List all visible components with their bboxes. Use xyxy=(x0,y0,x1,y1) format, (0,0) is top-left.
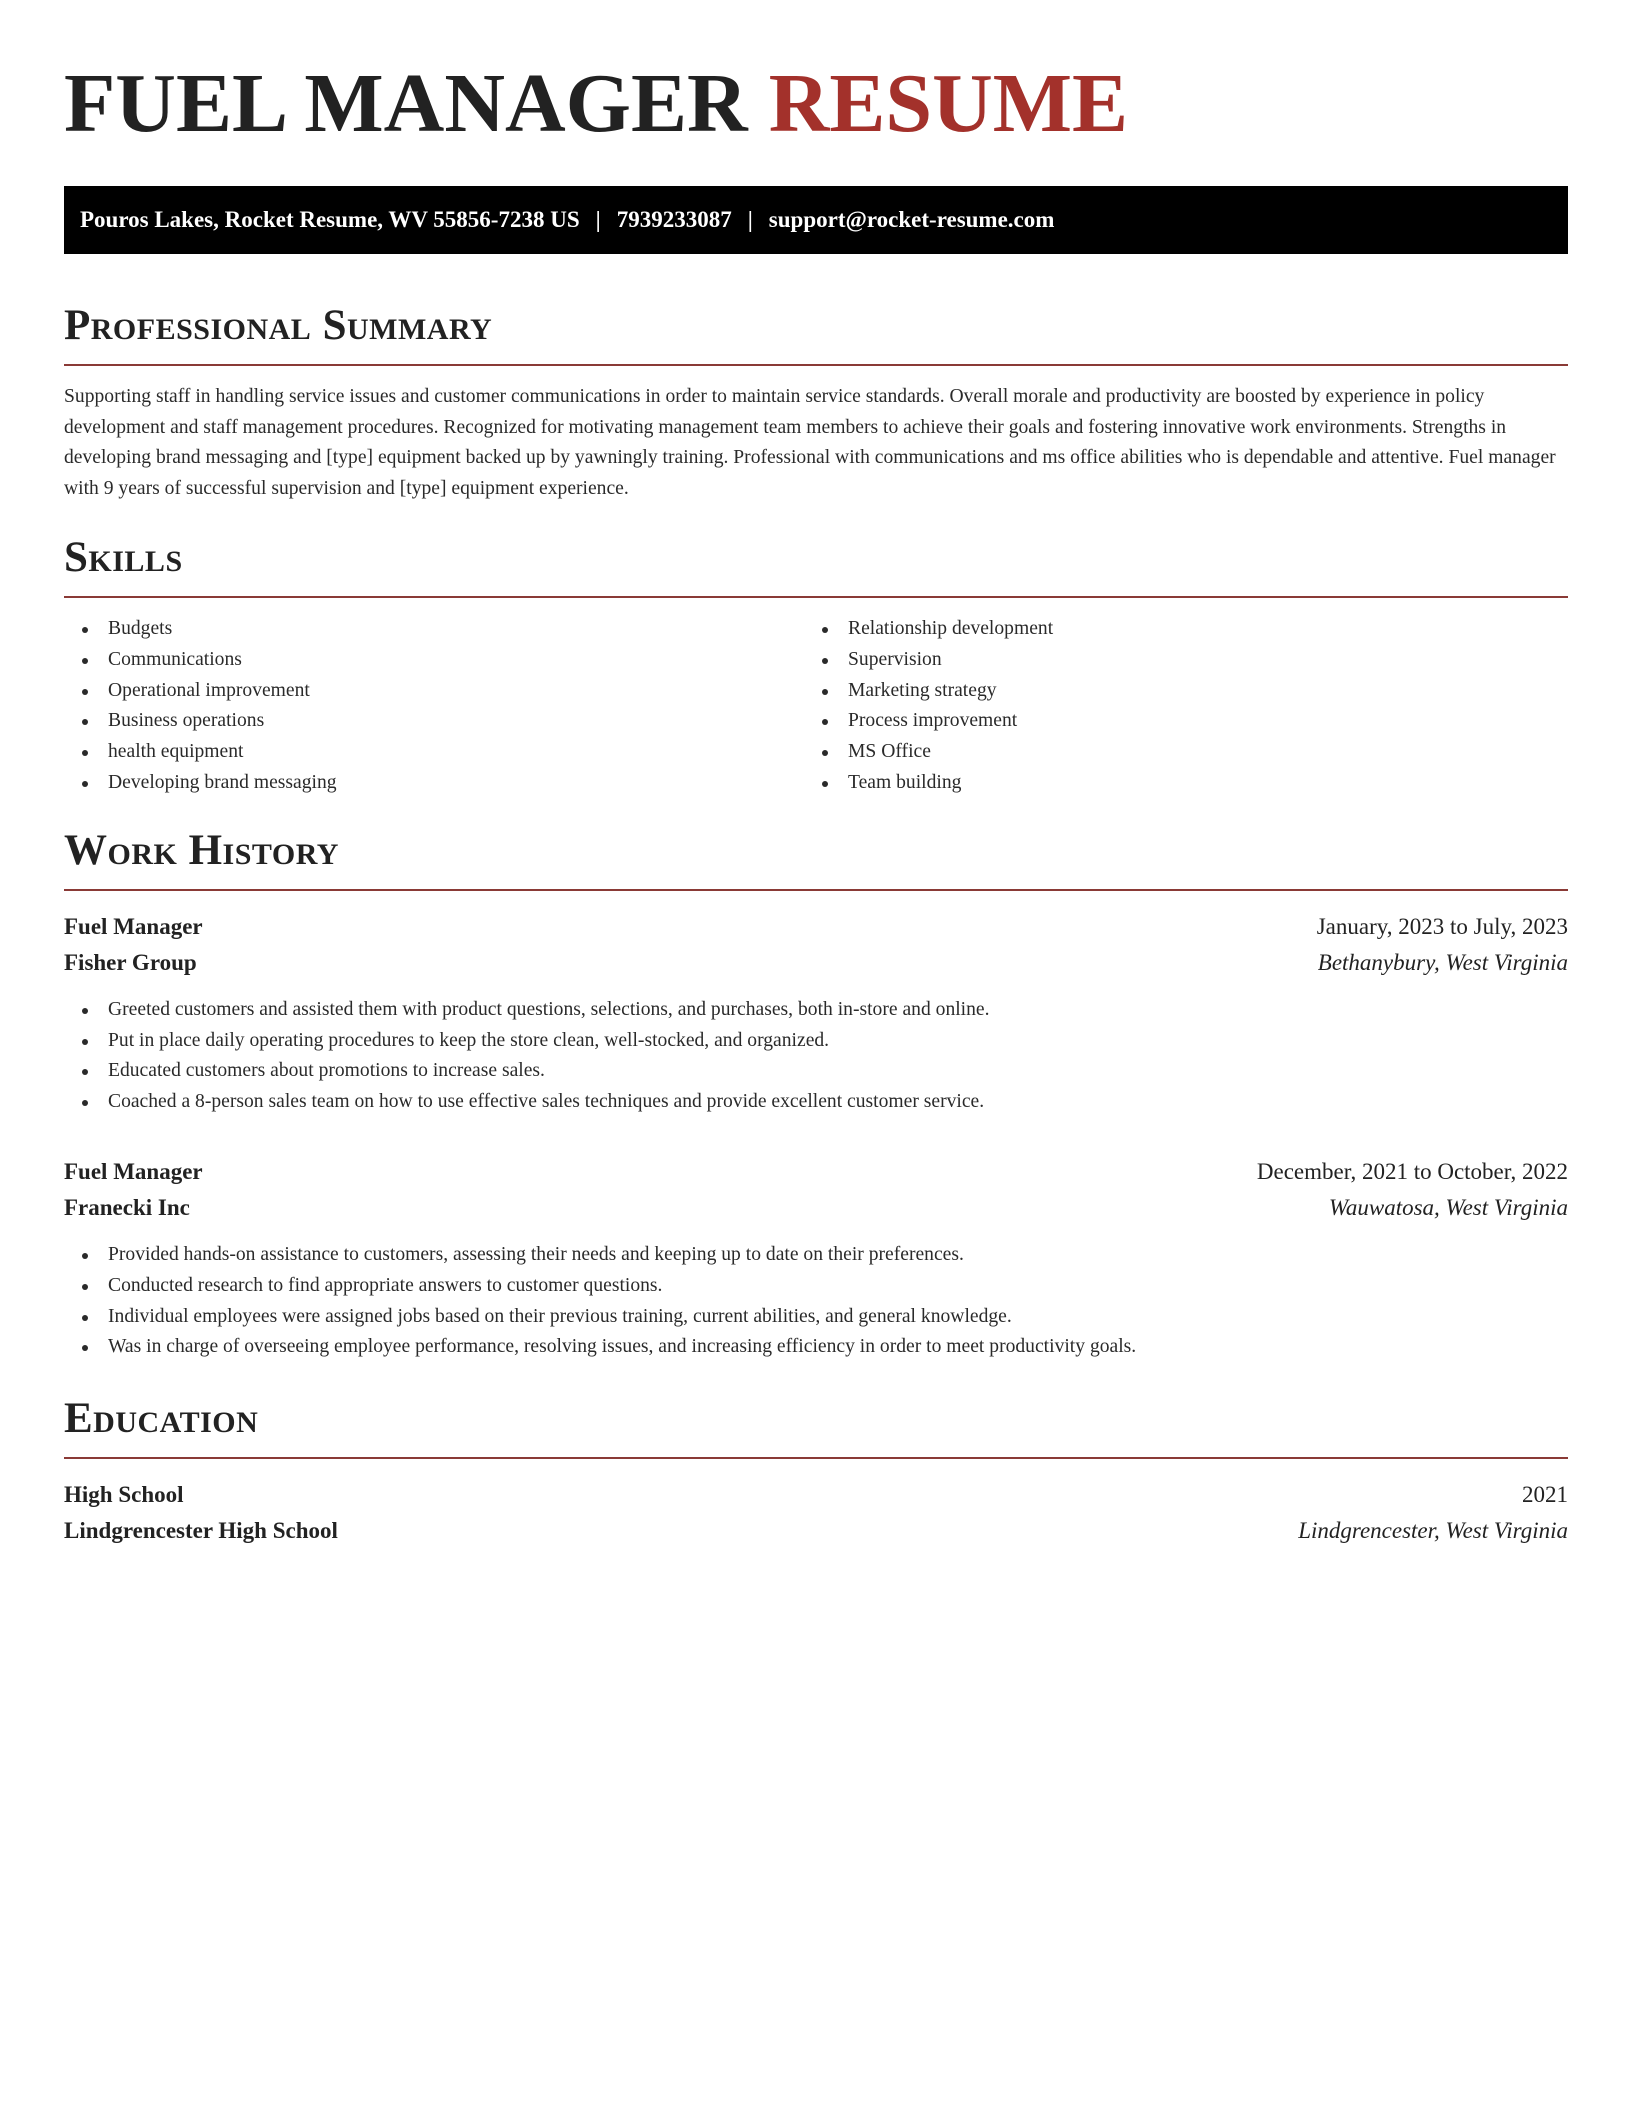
job-location: Wauwatosa, West Virginia xyxy=(1328,1194,1568,1220)
work-history-section xyxy=(64,825,1568,1363)
job-bullet: Put in place daily operating procedures to keep the store clean, well-stocked, and organized. xyxy=(108,1026,1568,1057)
title-accent: RESUME xyxy=(768,57,1129,150)
contact-separator: | xyxy=(595,207,601,232)
job-bullet: Coached a 8-person sales team on how to use effective sales techniques and provide excellent customer service. xyxy=(108,1087,1568,1118)
job-company: Fisher Group xyxy=(64,949,197,975)
work-history-heading: Work History xyxy=(64,825,1568,891)
education-school: Lindgrencester High School xyxy=(64,1518,338,1544)
skill-item: Business operations xyxy=(108,706,804,737)
education-entry xyxy=(64,1477,1568,1549)
contact-bar xyxy=(64,186,1568,254)
education-degree: High School xyxy=(64,1482,184,1508)
job-company: Franecki Inc xyxy=(64,1194,190,1220)
summary-section xyxy=(64,300,1568,504)
contact-phone: 7939233087 xyxy=(616,207,732,232)
education-year: 2021 xyxy=(1522,1482,1568,1508)
job-bullets xyxy=(64,1240,1568,1363)
job-entry xyxy=(64,1154,1568,1363)
skill-item: Budgets xyxy=(108,614,804,645)
job-bullet: Provided hands-on assistance to customers, assessing their needs and keeping up to date on their preferences. xyxy=(108,1240,1568,1271)
job-bullet: Educated customers about promotions to increase sales. xyxy=(108,1056,1568,1087)
job-dates: January, 2023 to July, 2023 xyxy=(1316,913,1568,939)
job-bullet: Greeted customers and assisted them with product questions, selections, and purchases, both in-store and online. xyxy=(108,995,1568,1026)
skill-item: Operational improvement xyxy=(108,676,804,707)
skills-columns xyxy=(64,614,1568,799)
skill-item: Process improvement xyxy=(848,706,1544,737)
job-bullet: Conducted research to find appropriate answers to customer questions. xyxy=(108,1271,1568,1302)
job-company-row xyxy=(64,1190,1568,1226)
job-title: Fuel Manager xyxy=(64,913,203,939)
job-header-row xyxy=(64,909,1568,945)
contact-separator: | xyxy=(747,207,753,232)
skill-item: Communications xyxy=(108,645,804,676)
education-school-row xyxy=(64,1513,1568,1549)
skill-item: health equipment xyxy=(108,737,804,768)
skills-section xyxy=(64,532,1568,799)
contact-email: support@rocket-resume.com xyxy=(768,207,1055,232)
job-location: Bethanybury, West Virginia xyxy=(1317,949,1568,975)
skill-item: Supervision xyxy=(848,645,1544,676)
job-bullet: Was in charge of overseeing employee performance, resolving issues, and increasing efficiency in order to meet productivity goals. xyxy=(108,1332,1568,1363)
job-title: Fuel Manager xyxy=(64,1158,203,1184)
skills-list-right xyxy=(804,614,1544,799)
job-bullet: Individual employees were assigned jobs based on their previous training, current abilities, and general knowledge. xyxy=(108,1302,1568,1333)
summary-heading: Professional Summary xyxy=(64,300,1568,366)
skills-heading: Skills xyxy=(64,532,1568,598)
job-header-row xyxy=(64,1154,1568,1190)
title-main: FUEL MANAGER xyxy=(64,57,748,150)
skill-item: Relationship development xyxy=(848,614,1544,645)
skill-item: Developing brand messaging xyxy=(108,768,804,799)
job-dates: December, 2021 to October, 2022 xyxy=(1256,1158,1568,1184)
contact-address: Pouros Lakes, Rocket Resume, WV 55856-7238 US xyxy=(80,207,580,232)
education-heading: Education xyxy=(64,1393,1568,1459)
education-header-row xyxy=(64,1477,1568,1513)
job-company-row xyxy=(64,945,1568,981)
skill-item: Team building xyxy=(848,768,1544,799)
summary-text: Supporting staff in handling service issues and customer communications in order to maintain service standards. Overall morale and productivity are boosted by experience in policy development and staff management procedures. Recognized for motivating management team members to achieve their goals and fostering innovative work environments. Strengths in developing brand messaging and [type] equipment backed up by yawningly training. Professional with communications and ms office abilities who is dependable and attentive. Fuel manager with 9 years of successful supervision and [type] equipment experience. xyxy=(64,386,1556,499)
job-bullets xyxy=(64,995,1568,1118)
education-location: Lindgrencester, West Virginia xyxy=(1298,1518,1568,1544)
skill-item: Marketing strategy xyxy=(848,676,1544,707)
education-section xyxy=(64,1393,1568,1549)
job-entry xyxy=(64,909,1568,1118)
resume-title xyxy=(64,50,1568,158)
skill-item: MS Office xyxy=(848,737,1544,768)
skills-list-left xyxy=(64,614,804,799)
